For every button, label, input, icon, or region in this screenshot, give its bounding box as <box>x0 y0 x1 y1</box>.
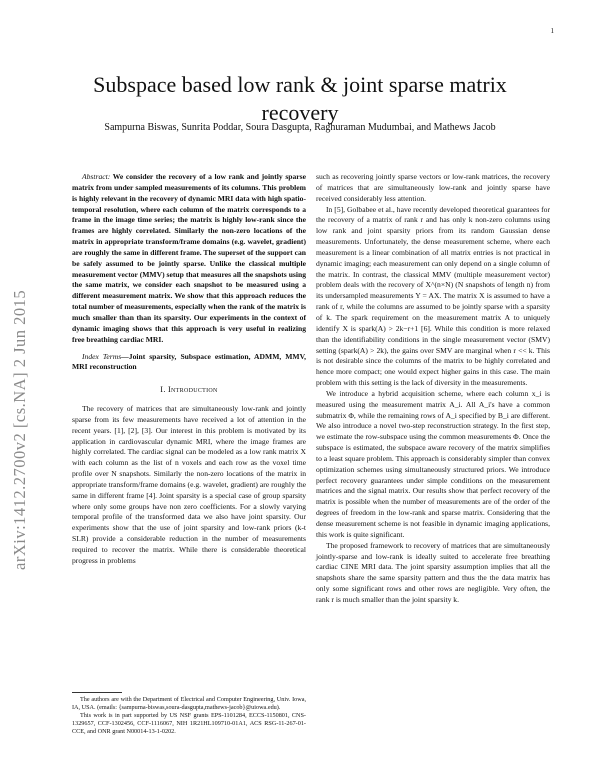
abstract-text: We consider the recovery of a low rank and jointly sparse matrix from under sampled measurements of its columns. This problem is highly relevant in the recovery of dynamic MRI data with high spatio-temporal resolution, where each column of the matrix corresponds to a frame in the image time series; the matrix is highly low-rank since the frames are highly correlated. Similarly the non-zero locations of the matrix in appropriate transform/frame domains (e.g. wavelet, gradient) are roughly the same in different frame. The superset of the support can be safely assumed to be jointly sparse. Unlike the classical multiple measurement vector (MMV) setup that measures all the snapshots using the same matrix, we consider each snapshot to be measured using a different measurement matrix. We show that this approach reduces the total number of measurements, especially when the rank of the matrix is much smaller than than its sparsity. Our experiments in the context of dynamic imaging shows that this approach is very useful in realizing free breathing cardiac MRI. <box>72 172 306 344</box>
right-column <box>316 172 550 606</box>
left-column <box>72 172 306 567</box>
page-number: 1 <box>550 27 554 35</box>
intro-paragraph: The recovery of matrices that are simultaneously low-rank and jointly sparse from its few measurements have received a lot of attention in the recent years. [1], [2], [3]. Our interest in this problem is motivated by its application in cardiovascular dynamic MRI, where the image frames are highly correlated. The cardiac signal can be modeled as a low rank matrix X with each column as the list of n voxels and each row as the voxel time profile over N snapshots. Similarly the non-zero locations of the matrix in appropriate transform/frame domains (e.g. wavelet, gradient) are roughly the same in different frame [4]. Joint sparsity is a special case of group sparsity where only some groups have non zero coefficients. For a slowly varying temporal profile of the transformed data we also have joint sparsity. Our experiments show that the use of joint sparsity and low-rank priors (k-t SLR) provide a considerable reduction in the number of measurements required to recover the matrix. While there is considerable theoretical progress in problems <box>72 404 306 565</box>
body-paragraph: The proposed framework to recovery of matrices that are simultaneously jointly-sparse and low-rank is ideally suited to accelerate free breathing cardiac CINE MRI data. The joint sparsity assumption implies that all the snapshots share the same sparsity pattern and thus the the data matrix has only some significant rows and other rows are negligible. Very often, the rank r is much smaller than the joint sparsity k. <box>316 540 550 604</box>
section-heading-introduction: I. Introduction <box>160 385 218 395</box>
body-paragraph-continued: such as recovering jointly sparse vectors or low-rank matrices, the recovery of matrices that are simultaneously low-rank and jointly sparse have received considerably less attention. <box>316 172 550 203</box>
footnote <box>72 696 306 736</box>
index-terms-label: Index Terms <box>82 351 122 361</box>
index-terms-text: Joint sparsity, Subspace estimation, ADMM, MMV, MRI reconstruction <box>72 351 306 372</box>
author-list: Sampurna Biswas, Sunrita Poddar, Soura Dasgupta, Raghuraman Mudumbai, and Mathews Jacob <box>104 122 496 133</box>
footnote-affiliation: The authors are with the Department of Electrical and Computer Engineering, Univ. Iowa, IA, USA. (emails: {sampurna-biswas,soura-dasgupta,mathews-jacob}@uiowa.edu). <box>72 696 306 712</box>
index-terms: Index Terms—Joint sparsity, Subspace estimation, ADMM, MMV, MRI reconstruction <box>72 351 306 372</box>
abstract <box>72 172 306 346</box>
body-paragraph: We introduce a hybrid acquisition scheme, where each column x_i is measured using the measurement matrix A_i. All A_i's have a common submatrix Φ, while the remaining rows of A_i specified by B_i are different. We also introduce a novel two-step reconstruction strategy. In the first step, we estimate the row-subspace using the common measurements Φ. Once the subspace is estimated, the subspace aware recovery of the matrix simplifies to a least square problem. This approach is considerably simpler than convex optimization schemes using simultaneously structured priors. We introduce perfect recovery guarantees under simple conditions on the measurement matrices and the signal matrix. Our results show that perfect recovery of the matrix is possible when the number of measurements are of the order of the degrees of freedom in the low-rank and sparse matrix. Considering that the dense measurement scheme is not feasible in dynamic imaging applications, this work is quite significant. <box>316 388 550 539</box>
body-paragraph: In [5], Golbabee et al., have recently developed theoretical guarantees for the recovery of a matrix of rank r and has only k non-zero columns using low rank and joint sparsity priors from its random Gaussian dense measurements. Unfortunately, the dense measurement scheme, where each measurement is a linear combination of all matrix entries is not practical in dynamic imaging; each measurement can only depend on a single column of the matrix. In contrast, the classical MMV (multiple measurement vector) problem deals with the recovery of X^(n×N) (N snapshots of length n) from its undersampled measurements Y = AX. The matrix X is assumed to have a rank of r, while the columns are assumed to be jointly sparse with a sparsity of k. The spark requirement on the measurement matrix A to uniquely identify X is spark(A) > 2k−r+1 [6]. While this condition is more relaxed than the identifiability conditions in the single measurement vector (SMV) setting (spark(A) > 2k), the gains over SMV are marginal when r << k. This is not desirable since the columns of the matrix to be highly correlated and hence more compact; one would expect higher gains in this case. The main problem with this setting is the lack of diversity in the measurements. <box>316 204 550 388</box>
footnote-funding: This work is in part supported by US NSF grants EPS-1101284, ECCS-1150801, CNS-1329657, CCF-1302456, CCF-1116067, NIH 1R21HL109710-01A1, ACS RSG-11-267-01-CCE, and ONR grant N00014-13-1-0202. <box>72 712 306 736</box>
paper-title: Subspace based low rank & joint sparse matrix recovery <box>93 71 507 125</box>
footnote-divider <box>72 692 122 693</box>
abstract-label: Abstract: <box>82 172 111 181</box>
arxiv-identifier-stamp: arXiv:1412.2700v2 [cs.NA] 2 Jun 2015 <box>10 289 29 570</box>
